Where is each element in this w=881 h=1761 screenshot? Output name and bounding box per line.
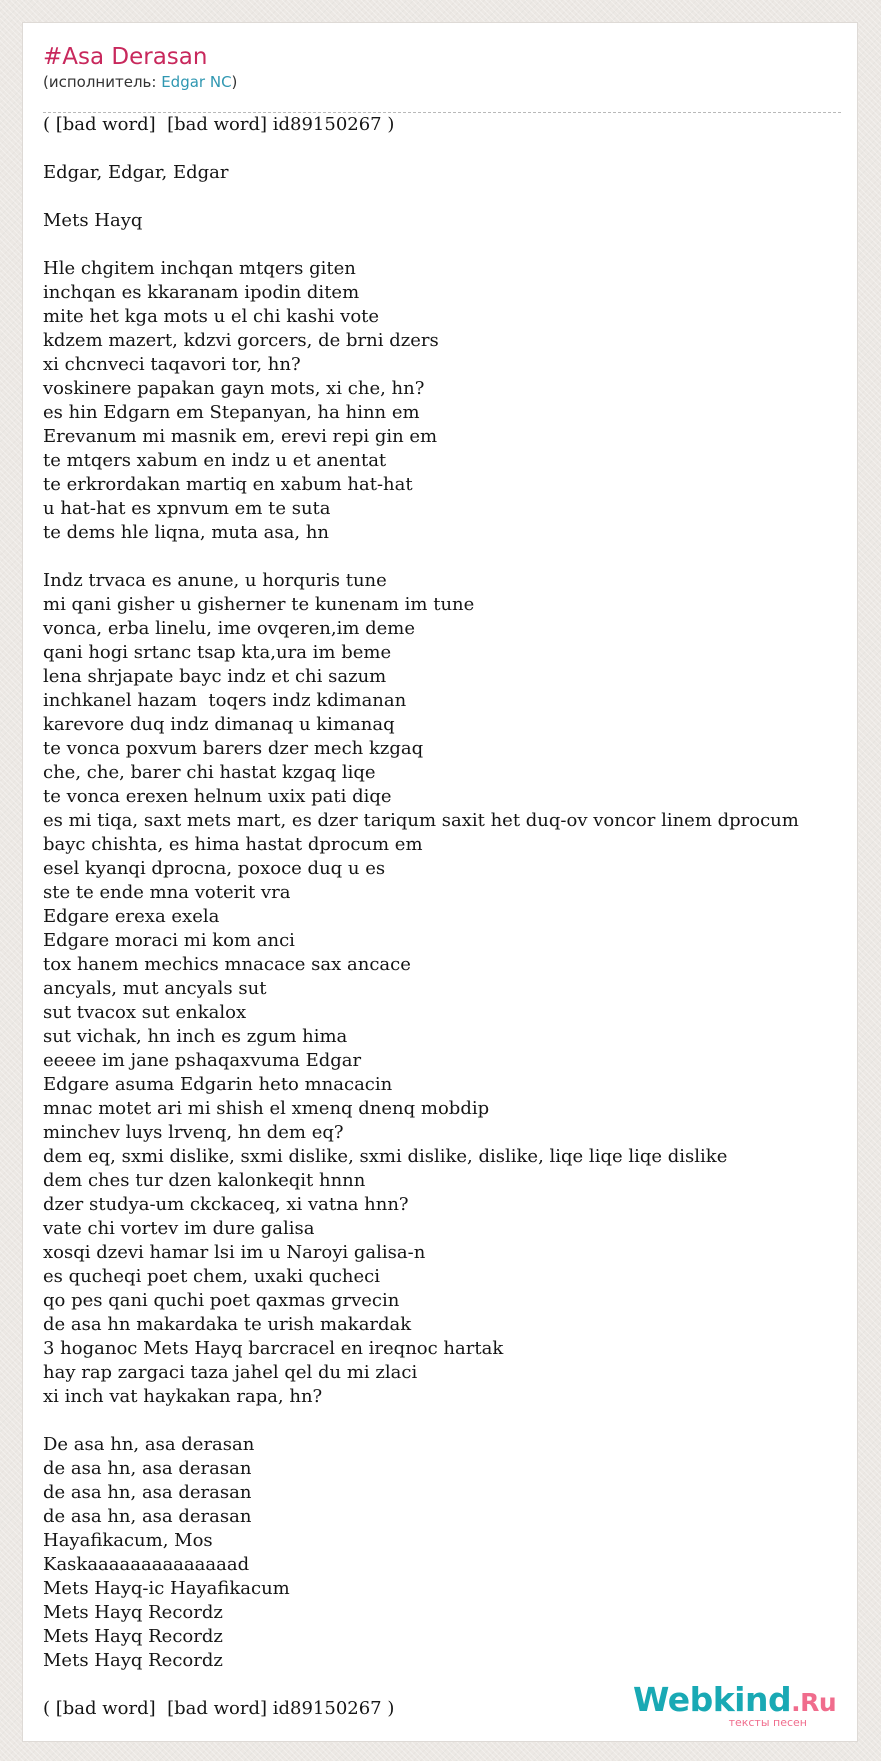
lyrics-line: dem ches tur dzen kalonkeqit hnnn [43,1170,366,1191]
lyrics-line: Hle chgitem inchqan mtqers giten [43,258,356,279]
lyrics-line: Edgare moraci mi kom anci [43,930,295,951]
lyrics-blank-line [43,545,858,569]
lyrics-line: mnac motet ari mi shish el xmenq dnenq mobdip [43,1098,490,1119]
lyrics-line: es hin Edgarn em Stepanyan, ha hinn em [43,402,420,423]
lyrics-line: tox hanem mechics mnacace sax ancace [43,954,411,975]
lyrics-line: minchev luys lrvenq, hn dem eq? [43,1122,344,1143]
lyrics-line: hay rap zargaci taza jahel qel du mi zlaci [43,1362,418,1383]
lyrics-line: ste te ende mna voterit vra [43,882,291,903]
lyrics-blank-line [43,137,858,161]
lyrics-line: kdzem mazert, kdzvi gorcers, de brni dzers [43,330,439,351]
lyrics-line: de asa hn makardaka te urish makardak [43,1314,412,1335]
lyrics-line: mi qani gisher u gisherner te kunenam im tune [43,594,475,615]
lyrics-line: karevore duq indz dimanaq u kimanaq [43,714,395,735]
lyrics-line: Erevanum mi masnik em, erevi repi gin em [43,426,438,447]
lyrics-line: dem eq, sxmi dislike, sxmi dislike, sxmi dislike, dislike, liqe liqe liqe dislike [43,1146,728,1167]
lyrics-line: Indz trvaca es anune, u horquris tune [43,570,387,591]
lyrics-line: xosqi dzevi hamar lsi im u Naroyi galisa-n [43,1242,426,1263]
lyrics-line: de asa hn, asa derasan [43,1506,252,1527]
lyrics-blank-line [43,233,858,257]
lyrics-line: de asa hn, asa derasan [43,1458,252,1479]
lyrics-line: Mets Hayq [43,210,143,231]
lyrics-line: De asa hn, asa derasan [43,1434,255,1455]
lyrics-line: qani hogi srtanc tsap kta,ura im beme [43,642,392,663]
lyrics-line: qo pes qani quchi poet qaxmas grvecin [43,1290,400,1311]
lyrics-line: esel kyanqi dprocna, poxoce duq u es [43,858,386,879]
artist-link[interactable]: Edgar NC [161,73,232,91]
lyrics-card [22,22,858,1742]
lyrics-line: dzer studya-um ckckaceq, xi vatna hnn? [43,1194,409,1215]
lyrics-blank-line [43,185,858,209]
lyrics-line: eeeee im jane pshaqaxvuma Edgar [43,1050,362,1071]
lyrics-line: Mets Hayq Recordz [43,1626,223,1647]
lyrics-line: Hayafikacum, Mos [43,1530,213,1551]
lyrics-line: es qucheqi poet chem, uxaki qucheci [43,1266,380,1287]
lyrics-line: u hat-hat es xpnvum em te suta [43,498,331,519]
lyrics-line: voskinere papakan gayn mots, xi che, hn? [43,378,425,399]
lyrics-line: xi chcnveci taqavori tor, hn? [43,354,301,375]
webkind-logo[interactable] [633,1681,845,1729]
lyrics-line: vonca, erba linelu, ime ovqeren,im deme [43,618,416,639]
artist-line [43,70,237,94]
lyrics-line: mite het kga mots u el chi kashi vote [43,306,380,327]
song-header [43,42,841,113]
lyrics-line: sut vichak, hn inch es zgum hima [43,1026,348,1047]
lyrics-line: Edgar, Edgar, Edgar [43,162,229,183]
lyrics-line: 3 hoganoc Mets Hayq barcracel en ireqnoc hartak [43,1338,504,1359]
lyrics-line: te mtqers xabum en indz u et anentat [43,450,387,471]
lyrics-line: Edgare asuma Edgarin heto mnacacin [43,1074,393,1095]
lyrics-text [43,113,858,1721]
lyrics-line: Mets Hayq-ic Hayafikacum [43,1578,290,1599]
artist-suffix: ) [231,73,238,91]
lyrics-line: inchkanel hazam toqers indz kdimanan [43,690,407,711]
lyrics-line: es mi tiqa, saxt mets mart, es dzer tariqum saxit het duq-ov voncor linem dprocum [43,810,799,831]
lyrics-line: te vonca erexen helnum uxix pati diqe [43,786,392,807]
lyrics-line: Edgare erexa exela [43,906,220,927]
lyrics-line: de asa hn, asa derasan [43,1482,252,1503]
lyrics-line: inchqan es kkaranam ipodin ditem [43,282,360,303]
lyrics-line: che, che, barer chi hastat kzgaq liqe [43,762,376,783]
lyrics-line: Mets Hayq Recordz [43,1650,223,1671]
lyrics-line: Kaskaaaaaaaaaaaaaad [43,1554,250,1575]
logo-tld: .Ru [791,1688,837,1717]
logo-tagline: тексты песен [728,1716,807,1729]
lyrics-line: te vonca poxvum barers dzer mech kzgaq [43,738,424,759]
artist-prefix: (исполнитель: [43,73,162,91]
lyrics-line: ( [bad word] [bad word] id89150267 ) [43,1698,395,1719]
logo-word: Webkind [633,1680,792,1719]
lyrics-blank-line [43,1409,858,1433]
lyrics-line: lena shrjapate bayc indz et chi sazum [43,666,387,687]
lyrics-line: Mets Hayq Recordz [43,1602,223,1623]
lyrics-line: ancyals, mut ancyals sut [43,978,267,999]
lyrics-line: bayc chishta, es hima hastat dprocum em [43,834,423,855]
lyrics-line: sut tvacox sut enkalox [43,1002,247,1023]
lyrics-line: ( [bad word] [bad word] id89150267 ) [43,114,395,135]
lyrics-line: te erkrordakan martiq en xabum hat-hat [43,474,413,495]
lyrics-line: vate chi vortev im dure galisa [43,1218,315,1239]
lyrics-line: xi inch vat haykakan rapa, hn? [43,1386,323,1407]
lyrics-line: te dems hle liqna, muta asa, hn [43,522,330,543]
song-title: #Asa Derasan [43,44,208,70]
